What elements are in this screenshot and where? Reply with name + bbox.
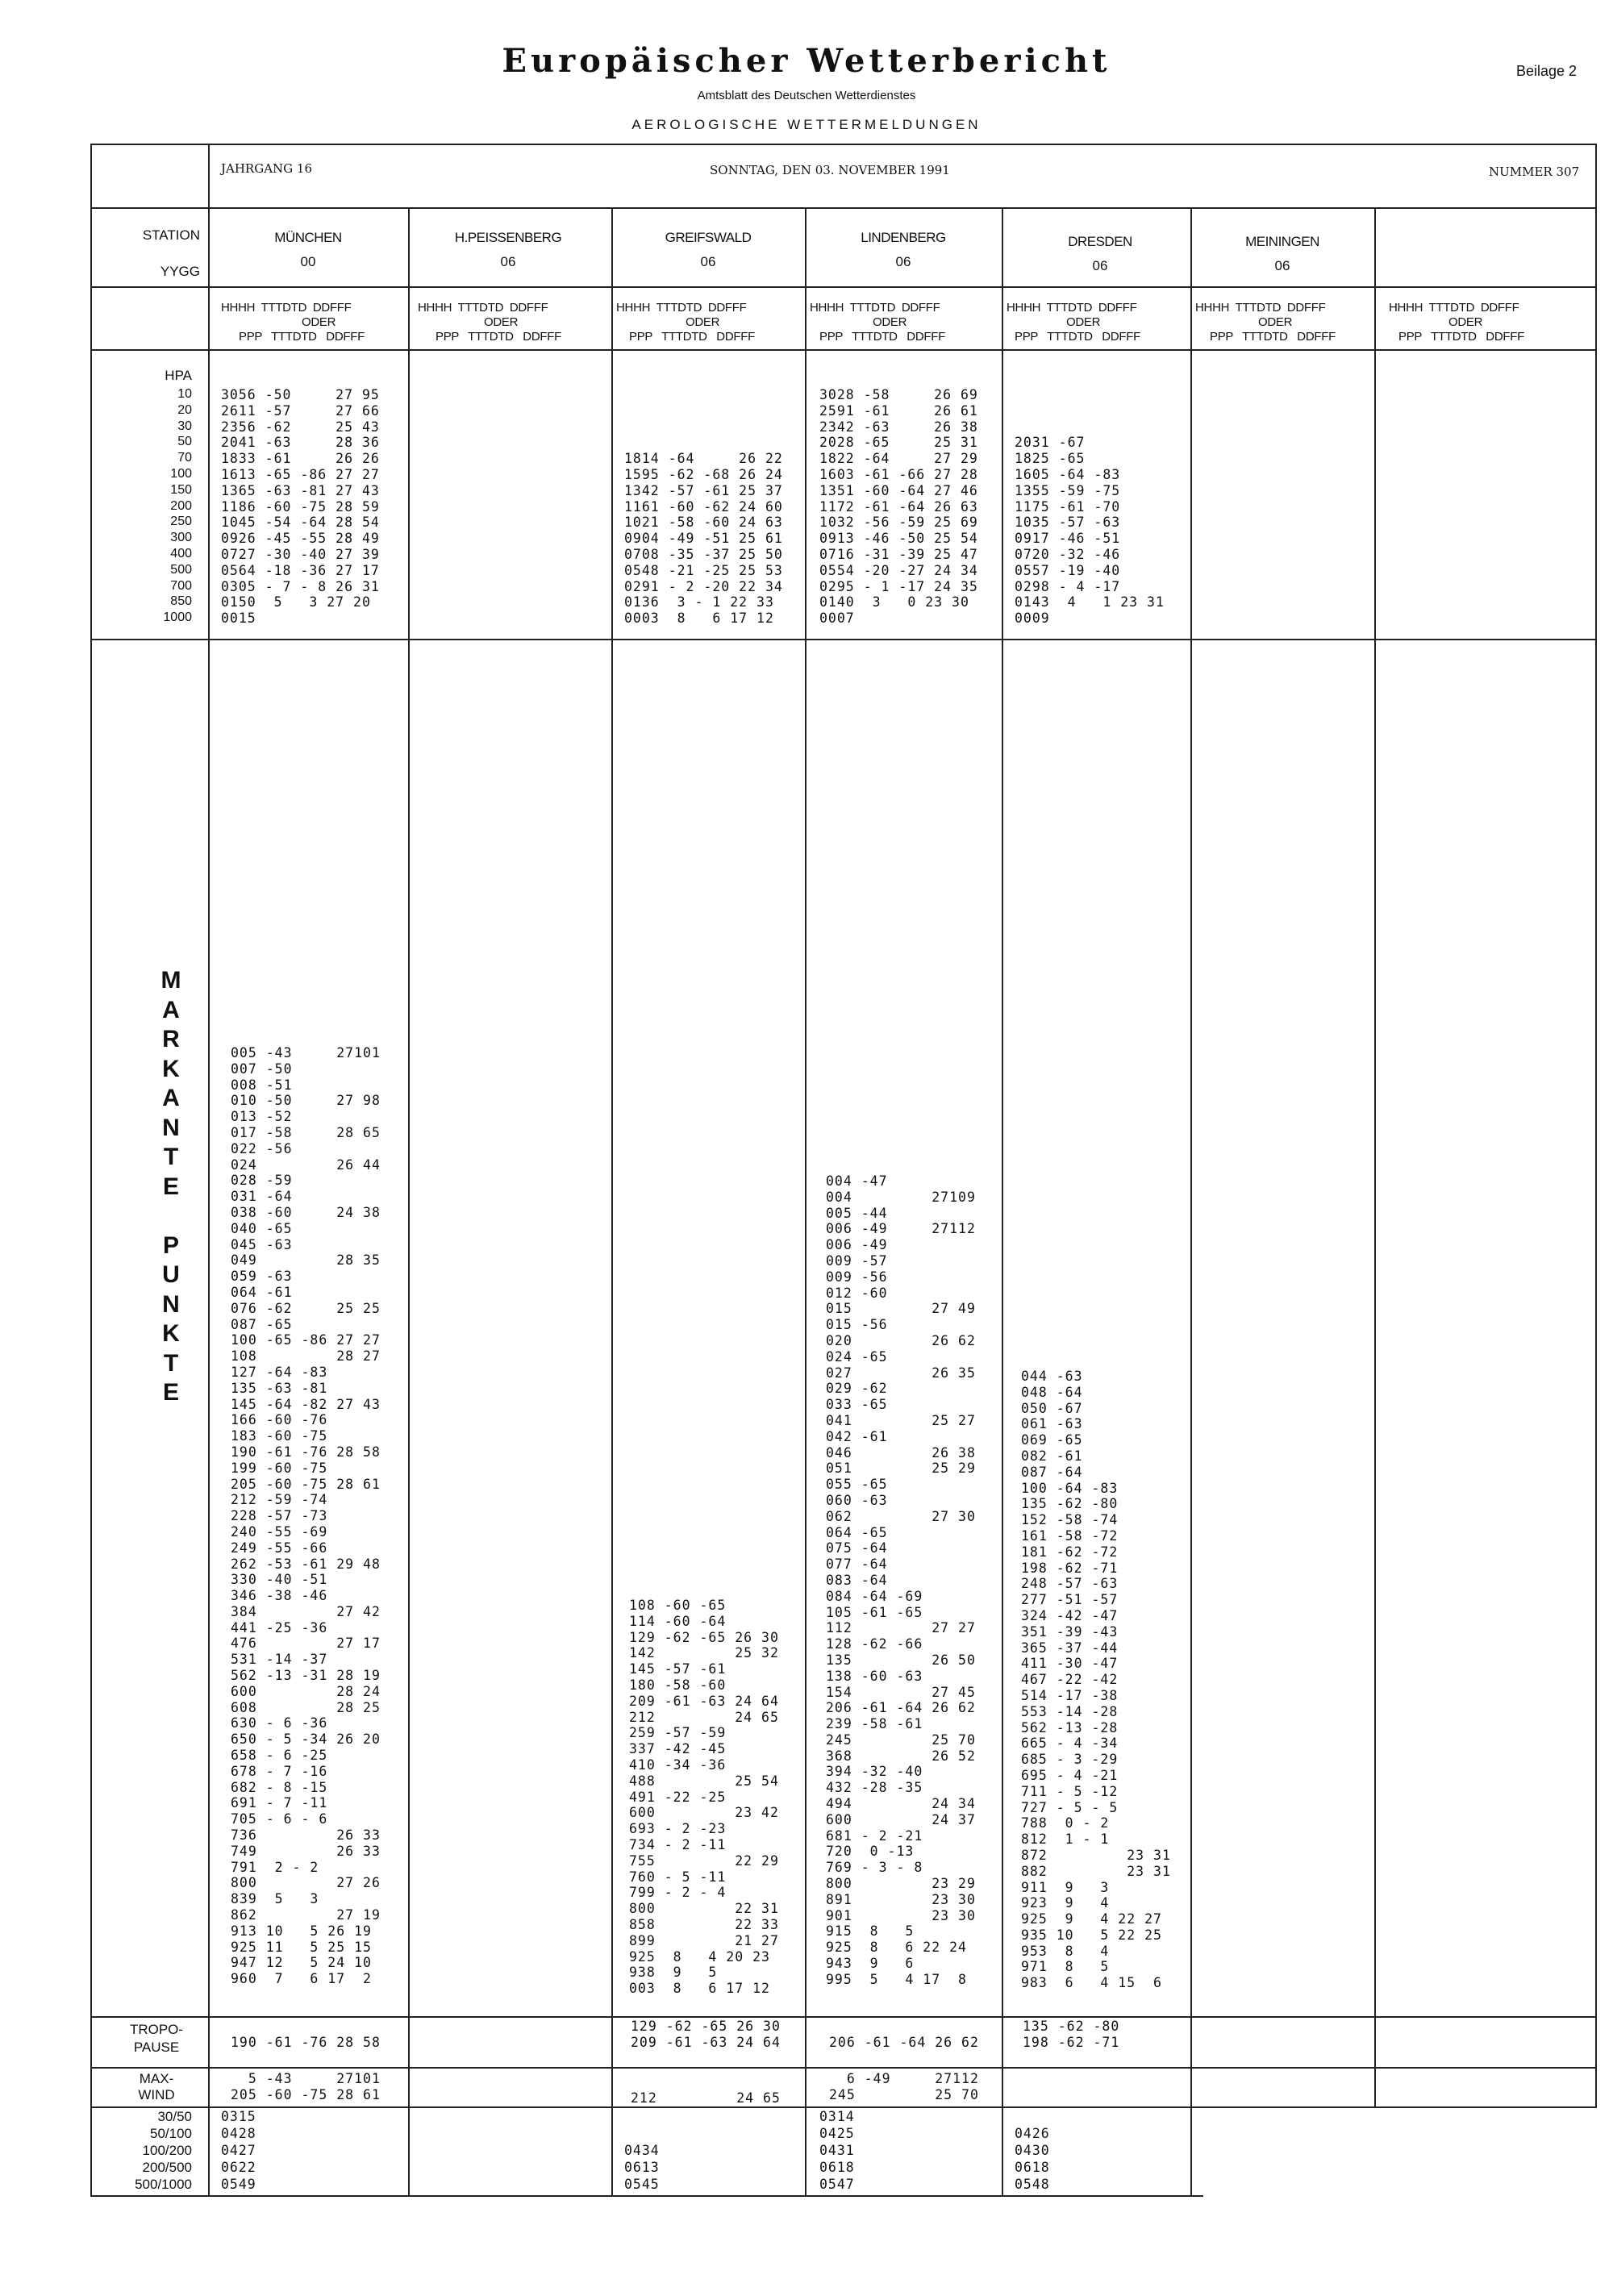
station-label: STATION <box>142 227 200 243</box>
page-title: Europäischer Wetterbericht <box>502 42 1111 80</box>
column-divider <box>408 207 410 2195</box>
column-header-mid: ODER <box>1258 315 1293 329</box>
thickness-levels: 30/50 50/100 100/200 200/500 500/1000 <box>135 2109 192 2192</box>
station-name: H.PEISSENBERG <box>454 230 562 245</box>
greifswald-maxwind: 212 24 65 <box>631 2090 781 2106</box>
station-name: MÜNCHEN <box>274 230 342 245</box>
station-name: LINDENBERG <box>861 230 946 245</box>
column-header-top: HHHH TTTDTD DDFFF <box>1007 301 1137 315</box>
column-header-bottom: PPP TTTDTD DDFFF <box>629 330 755 344</box>
column-header-top: HHHH TTTDTD DDFFF <box>616 301 747 315</box>
column-header-top: HHHH TTTDTD DDFFF <box>1389 301 1519 315</box>
table-border-left <box>90 144 92 2195</box>
dresden-thickness: 0426 0430 0618 0548 <box>1015 2126 1050 2192</box>
column-header-mid: ODER <box>686 315 720 329</box>
lindenberg-maxwind: 6 -49 27112 245 25 70 <box>829 2071 979 2102</box>
lindenberg-significant-points: 004 -47 004 27109 005 -44 006 -49 27112 006 -49 009 -57 009 -56 012 -60 015 27 49 015 -56 020 26 62 024 -65 027 26 35 029 -62 033 -65 041 25 27 042 -61 046 26 38 051 25 29 055 -65 060 -63 062 27 30 064 -65 075 -64 077 -64 083 -64 084 -64 -69 105 -61 -65 112 27 27 128 -62 -66 135 26 50 138 -60 -63 154 27 45 206 -61 -64 26 62 239 -58 -61 245 25 70 368 26 52 394 -32 -40 432 -28 -35 494 24 34 600 24 37 681 - 2 -21 720 0 -13 769 - 3 - 8 800 23 29 891 23 30 901 23 30 915 8 5 925 8 6 22 24 943 9 6 995 5 4 17 8 <box>826 1173 976 1987</box>
station-time: 06 <box>1092 258 1108 273</box>
issue-number: NUMMER 307 <box>1489 165 1580 179</box>
volume-label: JAHRGANG 16 <box>221 161 312 176</box>
table-border-right <box>1595 144 1597 2106</box>
dresden-significant-points: 044 -63 048 -64 050 -67 061 -63 069 -65 082 -61 087 -64 100 -64 -83 135 -62 -80 152 -58 -74 161 -58 -72 181 -62 -72 198 -62 -71 248 -57 -63 277 -51 -57 324 -42 -47 351 -39 -43 365 -37 -44 411 -30 -47 467 -22 -42 514 -17 -38 553 -14 -28 562 -13 -28 665 - 4 -34 685 - 3 -29 695 - 4 -21 711 - 5 -12 727 - 5 - 5 788 0 - 2 812 1 - 1 872 23 31 882 23 31 911 9 3 923 9 4 925 9 4 22 27 935 10 5 22 25 953 8 4 971 8 5 983 6 4 15 6 <box>1021 1369 1171 1991</box>
hpa-label: HPA <box>165 368 192 383</box>
column-divider <box>1374 207 1376 2106</box>
dresden-standard-levels: 2031 -67 1825 -65 1605 -64 -83 1355 -59 -75 1175 -61 -70 1035 -57 -63 0917 -46 -51 0720 -32 -46 0557 -19 -40 0298 - 4 -17 0143 4 1 23 31 0009 <box>1015 435 1165 627</box>
table-rule <box>90 286 1597 288</box>
maxwind-label: MAX- WIND <box>138 2071 175 2102</box>
munich-standard-levels: 3056 -50 27 95 2611 -57 27 66 2356 -62 25 43 2041 -63 28 36 1833 -61 26 26 1613 -65 -86 27 27 1365 -63 -81 27 43 1186 -60 -75 28 59 1045 -54 -64 28 54 0926 -45 -55 28 49 0727 -30 -40 27 39 0564 -18 -36 27 17 0305 - 7 - 8 26 31 0150 5 3 27 20 0015 <box>221 387 380 627</box>
column-divider <box>1190 207 1192 2195</box>
column-header-mid: ODER <box>302 315 336 329</box>
station-time: 06 <box>895 254 911 269</box>
column-header-top: HHHH TTTDTD DDFFF <box>418 301 548 315</box>
yygg-label: YYGG <box>160 264 200 279</box>
greifswald-significant-points: 108 -60 -65 114 -60 -64 129 -62 -65 26 30 142 25 32 145 -57 -61 180 -58 -60 209 -61 -63 24 64 212 24 65 259 -57 -59 337 -42 -45 410 -34 -36 488 25 54 491 -22 -25 600 23 42 693 - 2 -23 734 - 2 -11 755 22 29 760 - 5 -11 799 - 2 - 4 800 22 31 858 22 33 899 21 27 925 8 4 20 23 938 9 5 003 8 6 17 12 <box>629 1598 779 1997</box>
munich-maxwind: 5 -43 27101 205 -60 -75 28 61 <box>231 2071 381 2102</box>
station-name: GREIFSWALD <box>665 230 752 245</box>
column-header-mid: ODER <box>873 315 907 329</box>
column-divider <box>1002 207 1003 2195</box>
table-rule <box>90 207 1597 209</box>
greifswald-tropopause: 129 -62 -65 26 30 209 -61 -63 24 64 <box>631 2019 781 2050</box>
significant-points-label: M A R K A N T E P U N K T E <box>160 967 181 1406</box>
column-header-top: HHHH TTTDTD DDFFF <box>221 301 352 315</box>
column-header-top: HHHH TTTDTD DDFFF <box>810 301 940 315</box>
station-name: DRESDEN <box>1068 234 1132 249</box>
column-header-mid: ODER <box>1066 315 1101 329</box>
supplement-label: Beilage 2 <box>1516 63 1578 79</box>
column-header-top: HHHH TTTDTD DDFFF <box>1195 301 1326 315</box>
column-divider <box>611 207 613 2195</box>
column-header-mid: ODER <box>1448 315 1483 329</box>
station-time: 06 <box>1274 258 1290 273</box>
column-header-bottom: PPP TTTDTD DDFFF <box>819 330 945 344</box>
column-header-bottom: PPP TTTDTD DDFFF <box>1210 330 1336 344</box>
station-name: MEININGEN <box>1245 234 1319 249</box>
column-divider <box>208 144 210 2195</box>
page-subtitle: Amtsblatt des Deutschen Wetterdienstes <box>697 89 916 102</box>
dresden-tropopause: 135 -62 -80 198 -62 -71 <box>1023 2019 1120 2050</box>
table-rule <box>90 2016 1597 2018</box>
station-time: 06 <box>700 254 716 269</box>
pressure-levels: 10 20 30 50 70 100 150 200 250 300 400 500 700 850 1000 <box>163 387 192 625</box>
date-label: SONNTAG, DEN 03. NOVEMBER 1991 <box>710 163 950 177</box>
section-heading: AEROLOGISCHE WETTERMELDUNGEN <box>631 117 982 132</box>
munich-tropopause: 190 -61 -76 28 58 <box>231 2034 381 2050</box>
column-header-bottom: PPP TTTDTD DDFFF <box>1398 330 1524 344</box>
column-header-mid: ODER <box>484 315 519 329</box>
lindenberg-thickness: 0314 0425 0431 0618 0547 <box>819 2109 855 2192</box>
table-rule <box>90 2067 1597 2069</box>
greifswald-thickness: 0434 0613 0545 <box>624 2143 660 2192</box>
tropopause-label: TROPO- PAUSE <box>129 2022 184 2055</box>
table-rule <box>90 639 1597 640</box>
munich-thickness: 0315 0428 0427 0622 0549 <box>221 2109 256 2192</box>
greifswald-standard-levels: 1814 -64 26 22 1595 -62 -68 26 24 1342 -57 -61 25 37 1161 -60 -62 24 60 1021 -58 -60 24 63 0904 -49 -51 25 61 0708 -35 -37 25 50 0548 -21 -25 25 53 0291 - 2 -20 22 34 0136 3 - 1 22 33 0003 8 6 17 12 <box>624 451 783 627</box>
column-header-bottom: PPP TTTDTD DDFFF <box>239 330 365 344</box>
table-border-top <box>90 144 1597 145</box>
column-header-bottom: PPP TTTDTD DDFFF <box>1015 330 1140 344</box>
munich-significant-points: 005 -43 27101 007 -50 008 -51 010 -50 27 98 013 -52 017 -58 28 65 022 -56 024 26 44 028 -59 031 -64 038 -60 24 38 040 -65 045 -63 049 28 35 059 -63 064 -61 076 -62 25 25 087 -65 100 -65 -86 27 27 108 28 27 127 -64 -83 135 -63 -81 145 -64 -82 27 43 166 -60 -76 183 -60 -75 190 -61 -76 28 58 199 -60 -75 205 -60 -75 28 61 212 -59 -74 228 -57 -73 240 -55 -69 249 -55 -66 262 -53 -61 29 48 330 -40 -51 346 -38 -46 384 27 42 441 -25 -36 476 27 17 531 -14 -37 562 -13 -31 28 19 600 28 24 608 28 25 630 - 6 -36 650 - 5 -34 26 20 658 - 6 -25 678 - 7 -16 682 - 8 -15 691 - 7 -11 705 - 6 - 6 736 26 33 749 26 33 791 2 - 2 800 27 26 839 5 3 862 27 19 913 10 5 26 19 925 11 5 25 15 947 12 5 24 10 960 7 6 17 2 <box>231 1045 381 1987</box>
station-time: 00 <box>300 254 316 269</box>
column-header-bottom: PPP TTTDTD DDFFF <box>436 330 561 344</box>
lindenberg-standard-levels: 3028 -58 26 69 2591 -61 26 61 2342 -63 26 38 2028 -65 25 31 1822 -64 27 29 1603 -61 -66 27 28 1351 -60 -64 27 46 1172 -61 -64 26 63 1032 -56 -59 25 69 0913 -46 -50 25 54 0716 -31 -39 25 47 0554 -20 -27 24 34 0295 - 1 -17 24 35 0140 3 0 23 30 0007 <box>819 387 978 627</box>
column-divider <box>805 207 806 2195</box>
table-rule <box>90 349 1597 351</box>
table-border-bottom <box>90 2195 1203 2197</box>
lindenberg-tropopause: 206 -61 -64 26 62 <box>829 2034 979 2050</box>
station-time: 06 <box>500 254 516 269</box>
